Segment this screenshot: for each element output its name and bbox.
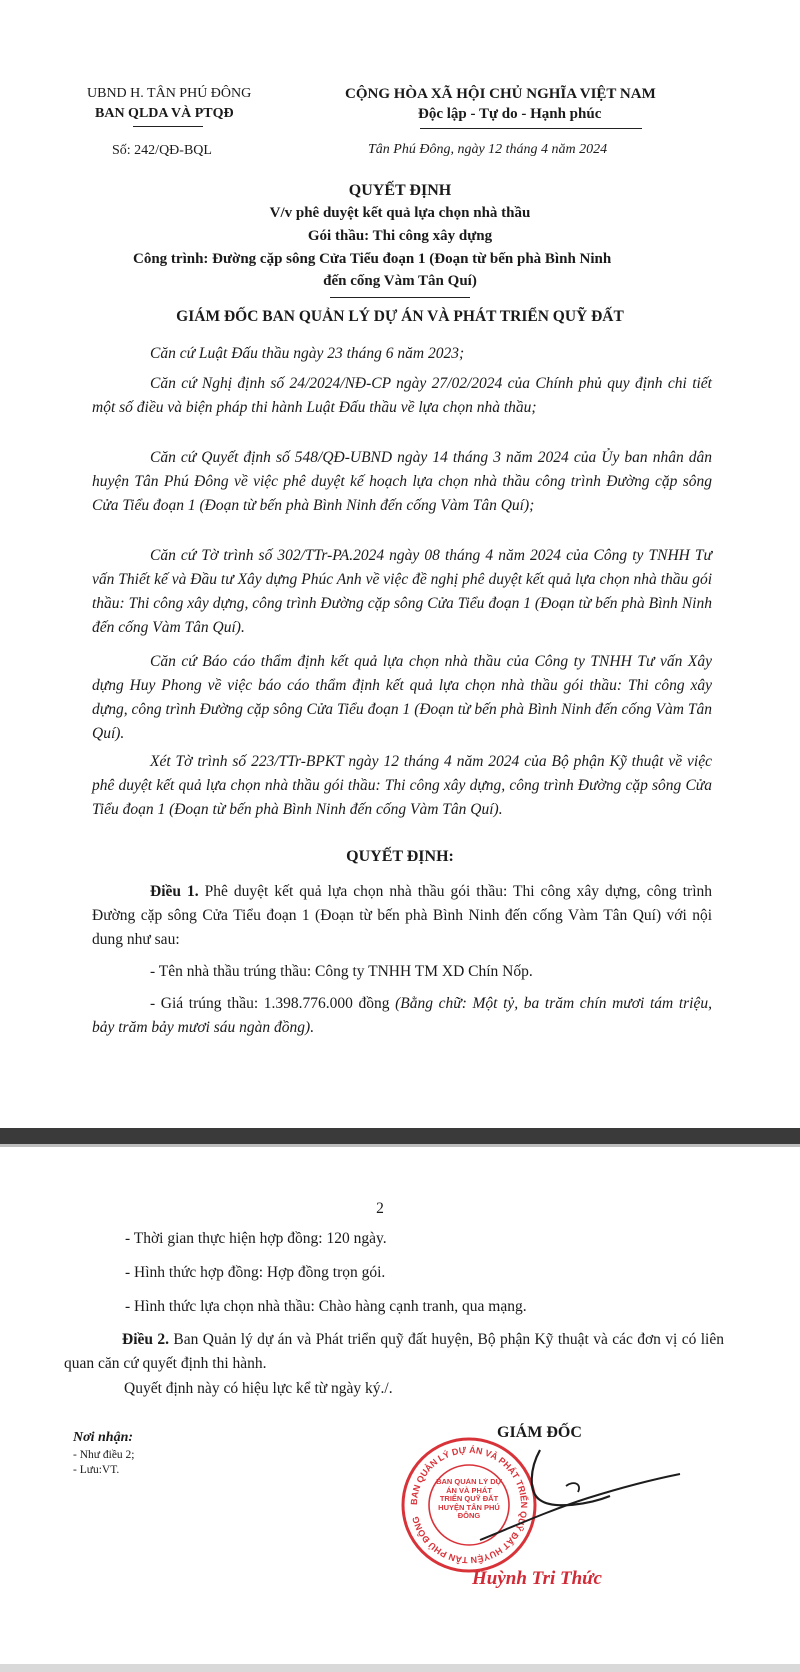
- motto: Độc lập - Tự do - Hạnh phúc: [418, 106, 602, 122]
- decision-heading: QUYẾT ĐỊNH:: [346, 848, 454, 865]
- basis-paragraph: Căn cứ Báo cáo thẩm định kết quả lựa chọn nhà thầu của Công ty TNHH Tư vấn Xây dựng Huy Phong về việc báo cáo thẩm định kết quả lựa chọn nhà thầu gói thầu: Thi công xây dựng, công trình Đường cặp sông Cửa Tiểu đoạn 1 (Đoạn từ bến phà Bình Ninh đến cống Vàm Tân Quí).: [92, 653, 712, 742]
- recipient-item: - Lưu:VT.: [73, 1464, 120, 1476]
- issuing-authority: GIÁM ĐỐC BAN QUẢN LÝ DỰ ÁN VÀ PHÁT TRIỂN QUỸ ĐẤT: [176, 308, 624, 325]
- recipient-item: - Như điều 2;: [73, 1449, 135, 1461]
- document-title: QUYẾT ĐỊNH: [348, 182, 452, 199]
- title-project-line1: Công trình: Đường cặp sông Cửa Tiểu đoạn 1 (Đoạn từ bến phà Bình Ninh: [133, 251, 612, 267]
- seal-ring-text: BAN QUẢN LÝ DỰ ÁN VÀ PHÁT TRIỂN QUỸ ĐẤT HUYỆN TÂN PHÚ ĐÔNG: [408, 1444, 530, 1566]
- recipients-title: Nơi nhận:: [73, 1430, 134, 1445]
- title-package: Gói thầu: Thi công xây dựng: [307, 228, 493, 244]
- handwritten-signature: [470, 1440, 690, 1550]
- page-number: 2: [376, 1200, 384, 1217]
- basis-paragraph: Căn cứ Quyết định số 548/QĐ-UBND ngày 14 tháng 3 năm 2024 của Ủy ban nhân dân huyện Tân Phú Đông về việc phê duyệt kế hoạch lựa chọn nhà thầu công trình Đường cặp sông Cửa Tiểu đoạn 1 (Đoạn từ bến phà Bình Ninh đến cống Vàm Tân Quí);: [92, 449, 712, 514]
- org-line-1: UBND H. TÂN PHÚ ĐÔNG: [87, 86, 252, 101]
- article-1: [92, 880, 712, 952]
- basis-paragraph: Căn cứ Tờ trình số 302/TTr-PA.2024 ngày 08 tháng 4 năm 2024 của Công ty TNHH Tư vấn Thiết kế và Đầu tư Xây dựng Phúc Anh về việc đề nghị phê duyệt kết quả lựa chọn nhà thầu gói thầu: Thi công xây dựng, công trình Đường cặp sông Cửa Tiểu đoạn 1 (Đoạn từ bến phà Bình Ninh đến cống Vàm Tân Quí).: [92, 547, 712, 636]
- document-number: Số: 242/QĐ-BQL: [112, 143, 212, 158]
- article-2-text: Ban Quản lý dự án và Phát triển quỹ đất huyện, Bộ phận Kỹ thuật và các đơn vị có liên quan căn cứ quyết định thi hành.: [64, 1331, 724, 1372]
- price-in-words: (Bằng chữ: Một tỷ, ba trăm chín mươi tám triệu, bảy trăm bảy mươi sáu ngàn đồng).: [92, 995, 712, 1036]
- seal-center-text: BAN QUẢN LÝ DỰ ÁN VÀ PHÁT TRIỂN QUỸ ĐẤT HUYỆN TÂN PHÚ ĐÔNG: [436, 1478, 502, 1520]
- org-underline: [133, 126, 203, 127]
- title-underline: [330, 297, 470, 298]
- price-amount: - Giá trúng thầu: 1.398.776.000 đồng: [150, 995, 396, 1012]
- effective-clause: Quyết định này có hiệu lực kể từ ngày ký./.: [124, 1380, 393, 1397]
- winner-line: - Tên nhà thầu trúng thầu: Công ty TNHH TM XD Chín Nốp.: [150, 963, 533, 980]
- contract-duration: - Thời gian thực hiện hợp đồng: 120 ngày.: [125, 1230, 387, 1247]
- selection-form: - Hình thức lựa chọn nhà thầu: Chào hàng cạnh tranh, qua mạng.: [125, 1298, 527, 1315]
- basis-paragraph: Xét Tờ trình số 223/TTr-BPKT ngày 12 tháng 4 năm 2024 của Bộ phận Kỹ thuật về việc phê duyệt kết quả lựa chọn nhà thầu gói thầu: Thi công xây dựng, công trình Đường cặp sông Cửa Tiểu đoạn 1 (Đoạn từ bến phà Bình Ninh đến cống Vàm Tân Quí).: [92, 753, 712, 818]
- article-1-label: Điều 1.: [150, 883, 199, 900]
- title-subject: V/v phê duyệt kết quả lựa chọn nhà thầu: [269, 205, 531, 221]
- price-line: [92, 992, 712, 1040]
- org-line-2: BAN QLDA VÀ PTQĐ: [95, 106, 234, 121]
- page-separator: [0, 1128, 800, 1144]
- article-2-label: Điều 2.: [122, 1331, 170, 1348]
- page-separator-shadow: [0, 1144, 800, 1147]
- article-1-text: Phê duyệt kết quả lựa chọn nhà thầu gói thầu: Thi công xây dựng, công trình Đường cặp sông Cửa Tiểu đoạn 1 (Đoạn từ bến phà Bình Ninh đến cống Vàm Tân Quí) với nội dung như sau:: [92, 883, 712, 948]
- basis-paragraph: Căn cứ Nghị định số 24/2024/NĐ-CP ngày 27/02/2024 của Chính phủ quy định chi tiết một số điều và biện pháp thi hành Luật Đấu thầu về lựa chọn nhà thầu;: [92, 375, 712, 416]
- basis-paragraph: Căn cứ Luật Đấu thầu ngày 23 tháng 6 năm 2023;: [150, 345, 465, 362]
- motto-underline: [420, 128, 642, 129]
- issue-date: Tân Phú Đông, ngày 12 tháng 4 năm 2024: [368, 142, 608, 157]
- title-project-line2: đến cống Vàm Tân Quí): [323, 273, 477, 289]
- page-bottom-edge: [0, 1664, 800, 1672]
- article-2: [64, 1328, 724, 1376]
- signer-name: Huỳnh Tri Thức: [472, 1568, 602, 1589]
- nation-title: CỘNG HÒA XÃ HỘI CHỦ NGHĨA VIỆT NAM: [345, 86, 656, 102]
- contract-form: - Hình thức hợp đồng: Hợp đồng trọn gói.: [125, 1264, 386, 1281]
- signer-title: GIÁM ĐỐC: [497, 1424, 582, 1441]
